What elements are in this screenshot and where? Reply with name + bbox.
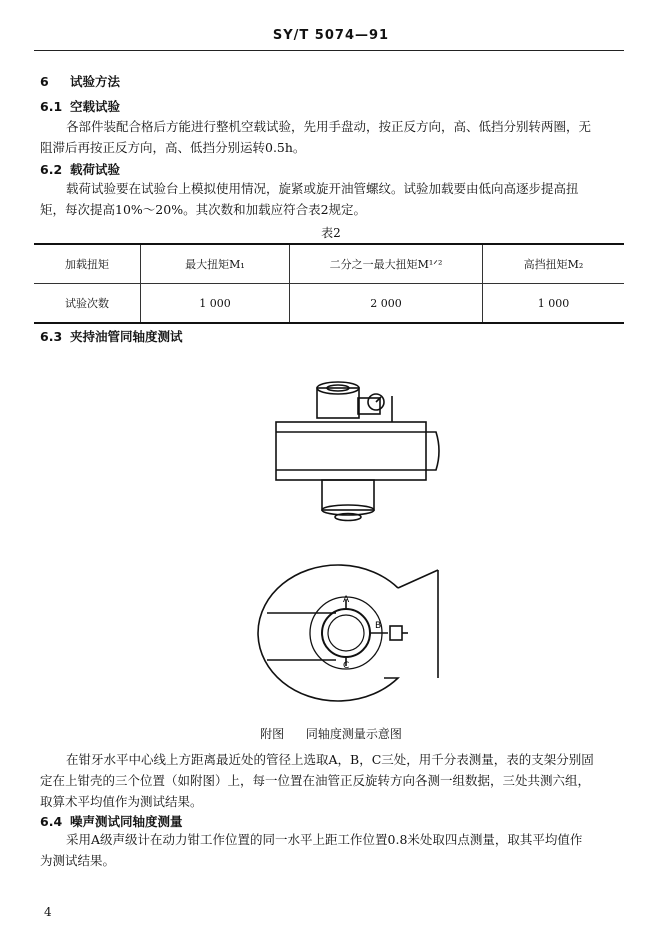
section-6-2-body (40, 178, 630, 220)
top-view (258, 565, 438, 701)
section-6-heading (40, 72, 120, 90)
table-header-cell: 高挡扭矩M₂ (483, 244, 625, 284)
table-header-row (34, 244, 624, 284)
section-6-1-body (40, 116, 630, 158)
figure-caption-prefix: 附图 (260, 727, 285, 741)
table-cell: 2 000 (290, 284, 483, 324)
standard-code-header: SY/T 5074—91 (272, 28, 390, 43)
section-number: 6 (40, 74, 49, 89)
section-title: 噪声测试同轴度测量 (70, 814, 183, 829)
section-title: 空载试验 (70, 99, 121, 114)
section-number: 6.4 (40, 814, 63, 829)
section-6-3-heading (40, 327, 183, 345)
measure-point-c: C (343, 661, 350, 671)
measure-point-b: B (375, 621, 382, 631)
paragraph-line: 矩，每次提高10%～20%。其次数和加载应符合表2规定。 (40, 202, 367, 217)
figure-caption (0, 725, 662, 742)
section-number: 6.3 (40, 329, 63, 344)
section-number: 6.1 (40, 99, 63, 114)
table-cell: 1 000 (483, 284, 625, 324)
load-test-table (34, 243, 624, 324)
paragraph-line: 载荷试验要在试验台上模拟使用情况，旋紧或旋开油管螺纹。试验加载要由低向高逐步提高扭 (66, 181, 579, 196)
table-header-cell: 加载扭矩 (34, 244, 141, 284)
section-6-4-body (40, 829, 630, 871)
table-cell: 1 000 (141, 284, 290, 324)
dial-gauge-body (390, 626, 402, 640)
page-number: 4 (44, 905, 52, 919)
header-rule (34, 50, 624, 51)
paragraph-line: 为测试结果。 (40, 853, 116, 868)
table-title: 表2 (321, 226, 341, 240)
section-6-3-body (40, 749, 630, 812)
paragraph-line: 采用A级声级计在动力钳工作位置的同一水平上距工作位置0.8米处取四点测量，取其平均值作 (66, 832, 583, 847)
clamp-body (276, 422, 426, 480)
paragraph-line: 阻滞后再按正反方向，高、低挡分别运转0.5h。 (40, 140, 306, 155)
paragraph-line: 在钳牙水平中心线上方距离最近处的管径上选取A，B，C三处，用千分表测量，表的支架分别固 (66, 752, 594, 767)
section-number: 6.2 (40, 162, 63, 177)
table-header-cell: 二分之一最大扭矩M¹ᐟ² (290, 244, 483, 284)
table-row (34, 284, 624, 324)
figure-caption-text: 同轴度测量示意图 (305, 727, 402, 741)
coaxiality-figure (250, 360, 460, 720)
paragraph-line: 各部件装配合格后方能进行整机空载试验，先用手盘动，按正反方向，高、低挡分别转两圈，无 (66, 119, 592, 134)
section-title: 载荷试验 (70, 162, 121, 177)
pipe-outer-wall (322, 609, 370, 657)
section-title: 夹持油管同轴度测试 (70, 329, 183, 344)
measure-point-a: A (343, 595, 350, 605)
housing-edge (398, 570, 438, 588)
pipe-end (426, 432, 439, 470)
section-6-2-heading (40, 160, 120, 178)
pipe-inner-wall (328, 615, 364, 651)
section-title: 试验方法 (70, 74, 121, 89)
section-6-4-heading (40, 812, 183, 830)
table-header-cell: 最大扭矩M₁ (141, 244, 290, 284)
table-cell: 试验次数 (34, 284, 141, 324)
paragraph-line: 定在上钳壳的三个位置（如附图）上，每一位置在油管正反旋转方向各测一组数据，三处共测六组， (40, 773, 591, 788)
paragraph-line: 取算术平均值作为测试结果。 (40, 794, 203, 809)
side-view (276, 382, 439, 521)
section-6-1-heading (40, 97, 120, 115)
